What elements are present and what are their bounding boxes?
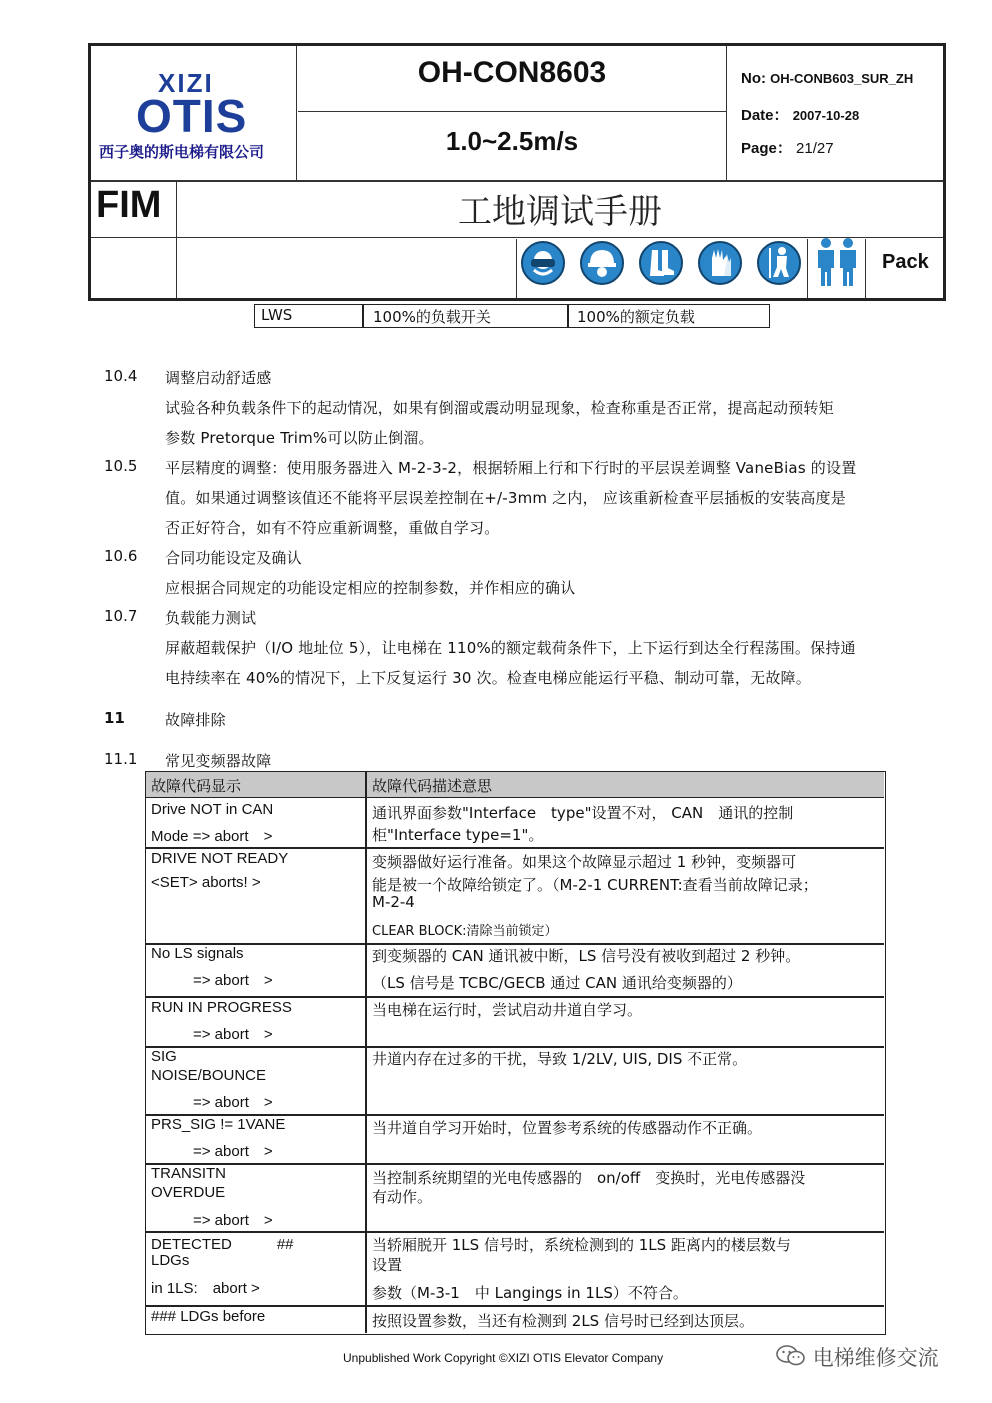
fault-code-line: => abort >	[193, 1143, 273, 1160]
doc-number-label: No:	[741, 70, 766, 87]
fault-code-line: DETECTED ##	[151, 1236, 294, 1253]
doc-number	[741, 70, 913, 87]
manual-title: 工地调试手册	[458, 192, 662, 232]
fault-desc-line: 有动作。	[372, 1188, 433, 1206]
fault-code-line: NOISE/BOUNCE	[151, 1067, 267, 1084]
fault-code-line: in 1LS: abort >	[151, 1280, 260, 1297]
header-divider	[726, 46, 727, 180]
header-divider	[807, 239, 808, 298]
section-number: 10.7	[104, 607, 138, 625]
fault-desc-line: 变频器做好运行准备。如果这个故障显示超过 1 秒钟，变频器可	[372, 853, 797, 871]
fault-code-line: => abort >	[193, 1094, 273, 1111]
fault-desc-line: 当电梯在运行时，尝试启动井道自学习。	[372, 1001, 643, 1019]
logo-xizi: XIZI	[158, 68, 214, 98]
row-divider	[146, 1305, 884, 1307]
document-code: OH-CON8603	[417, 56, 607, 89]
section-title: 合同功能设定及确认	[165, 549, 302, 567]
fault-code-line: SIG	[151, 1048, 177, 1065]
fault-desc-line: 当控制系统期望的光电传感器的 on/off 变换时，光电传感器没	[372, 1169, 806, 1187]
header-divider	[91, 180, 943, 182]
fault-desc-line: M-2-4	[372, 893, 415, 911]
header-divider	[296, 46, 297, 180]
paragraph-line: 平层精度的调整：使用服务器进入 M-2-3-2，根据轿厢上行和下行时的平层误差调整 VaneBias 的设置	[165, 459, 857, 477]
row-divider	[146, 847, 884, 849]
doc-page-label: Page：	[741, 140, 792, 157]
fault-code-line: TRANSITN	[151, 1165, 226, 1182]
header-divider	[865, 239, 866, 298]
paragraph-line: 参数 Pretorque Trim%可以防止倒溜。	[165, 429, 434, 447]
harness-icon	[756, 240, 802, 286]
header-divider	[298, 111, 726, 112]
fault-code-line: => abort >	[193, 1026, 273, 1043]
paragraph-line: 应根据合同规定的功能设定相应的控制参数，并作相应的确认	[165, 579, 576, 597]
fault-desc-small: CLEAR BLOCK:清除当前锁定）	[372, 924, 558, 939]
fault-desc-line: 当井道自学习开始时，位置参考系统的传感器动作不正确。	[372, 1119, 763, 1137]
fault-code-line: Mode => abort >	[151, 828, 273, 845]
fault-code-line: Drive NOT in CAN	[151, 801, 274, 818]
section-title: 负载能力测试	[165, 609, 257, 627]
row-divider	[146, 996, 884, 998]
column-header-description: 故障代码描述意思	[372, 777, 493, 795]
fault-code-line: <SET> aborts! >	[151, 874, 261, 891]
fault-desc-line: 当轿厢脱开 1LS 信号时，系统检测到的 1LS 距离内的楼层数与	[372, 1236, 791, 1254]
row-divider	[146, 1163, 884, 1165]
section-number: 11.1	[104, 750, 138, 768]
fault-desc-line: 设置	[372, 1256, 403, 1274]
section-title: 调整启动舒适感	[165, 369, 272, 387]
fault-code-line: No LS signals	[151, 945, 244, 962]
doc-number-value: OH-CONB603_SUR_ZH	[770, 71, 914, 86]
section-number: 10.6	[104, 547, 138, 565]
wechat-label: 电梯维修交流	[812, 1346, 939, 1370]
logo-otis: OTIS	[136, 90, 248, 142]
lws-cell-1: LWS	[261, 306, 293, 324]
column-divider	[365, 772, 367, 1333]
lws-cell-2: 100%的负载开关	[373, 308, 491, 326]
table-header	[146, 772, 884, 798]
fault-desc-line: 能是被一个故障给锁定了。（M-2-1 CURRENT:查看当前故障记录；	[372, 876, 818, 894]
boots-icon	[638, 240, 684, 286]
wechat-icon	[776, 1344, 806, 1368]
helmet-icon	[579, 240, 625, 286]
company-name: 西子奥的斯电梯有限公司	[99, 143, 265, 161]
fault-desc-line: 到变频器的 CAN 通讯被中断，LS 信号没有被收到超过 2 秒钟。	[372, 947, 801, 965]
doc-date	[741, 104, 859, 125]
fault-code-line: => abort >	[193, 1212, 273, 1229]
doc-page	[741, 137, 834, 158]
lws-cell-3: 100%的额定负载	[577, 308, 695, 326]
column-header-code: 故障代码显示	[151, 777, 242, 795]
fault-desc-line: 按照设置参数，当还有检测到 2LS 信号时已经到达顶层。	[372, 1312, 754, 1330]
paragraph-line: 屏蔽超载保护（I/O 地址位 5），让电梯在 110%的额定载荷条件下，上下运行到达全行程荡围。保持通	[165, 639, 856, 657]
fault-desc-line: 柜"Interface type=1"。	[372, 826, 544, 844]
fault-code-line: => abort >	[193, 972, 273, 989]
fault-desc-line	[372, 920, 558, 939]
fault-code-line: DRIVE NOT READY	[151, 850, 289, 867]
section-number: 11	[104, 709, 125, 727]
lws-row	[254, 304, 770, 328]
fim-label: FIM	[96, 184, 162, 226]
lws-divider	[567, 305, 569, 327]
header-divider	[516, 239, 517, 298]
pack-label: Pack	[882, 251, 929, 273]
fault-desc-line: 参数（M-3-1 中 Langings in 1LS）不符合。	[372, 1284, 688, 1302]
fault-code-line: RUN IN PROGRESS	[151, 999, 292, 1016]
speed-range: 1.0~2.5m/s	[445, 126, 579, 156]
fault-desc-line: 通讯界面参数"Interface type"设置不对， CAN 通讯的控制	[372, 804, 794, 822]
section-title: 故障排除	[165, 711, 226, 729]
fault-desc-line: （LS 信号是 TCBC/GECB 通过 CAN 通讯给变频器的）	[372, 974, 742, 992]
section-title: 常见变频器故障	[165, 752, 272, 770]
paragraph-line: 试验各种负载条件下的起动情况，如果有倒溜或震动明显现象，检查称重是否正常，提高起动预转矩	[165, 399, 834, 417]
paragraph-line: 否正好符合，如有不符应重新调整，重做自学习。	[165, 519, 500, 537]
paragraph-line: 值。如果通过调整该值还不能将平层误差控制在+/-3mm 之内， 应该重新检查平层插板的安装高度是	[165, 489, 846, 507]
fault-table	[145, 771, 886, 1335]
copyright-footer: Unpublished Work Copyright ©XIZI OTIS Elevator Company	[343, 1351, 664, 1365]
doc-date-label: Date：	[741, 107, 789, 124]
wechat-watermark	[776, 1342, 939, 1372]
goggles-icon	[520, 240, 566, 286]
fault-code-line: OVERDUE	[151, 1184, 226, 1201]
doc-date-value: 2007-10-28	[792, 108, 860, 123]
fault-code-line: PRS_SIG != 1VANE	[151, 1116, 286, 1133]
lws-divider	[362, 305, 364, 327]
gloves-icon	[697, 240, 743, 286]
fault-desc-line: 井道内存在过多的干扰，导致 1/2LV, UIS, DIS 不正常。	[372, 1050, 748, 1068]
paragraph-line: 电持续率在 40%的情况下，上下反复运行 30 次。检查电梯应能运行平稳、制动可靠，无故障。	[165, 669, 811, 687]
doc-page-value: 21/27	[796, 140, 834, 157]
fault-code-line: ### LDGs before	[151, 1308, 266, 1325]
two-persons-icon	[812, 236, 862, 288]
section-number: 10.5	[104, 457, 138, 475]
section-number: 10.4	[104, 367, 138, 385]
fault-code-line: LDGs	[151, 1252, 190, 1269]
